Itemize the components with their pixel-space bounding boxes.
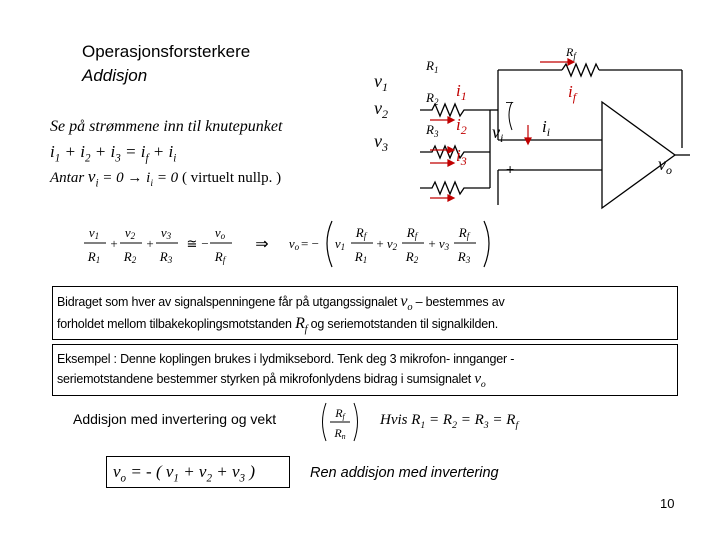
derivation-formula	[80, 215, 500, 275]
title-line-2: Addisjon	[82, 66, 148, 85]
svg-text:Rf: Rf	[406, 225, 418, 241]
label-i3: i	[456, 146, 461, 165]
svg-text:= −: = −	[301, 236, 319, 251]
svg-text:v2: $v_2$	[374, 98, 388, 121]
svg-text:R1: R1	[354, 249, 368, 265]
svg-text:Rf: Rf	[214, 249, 226, 265]
svg-text:i3: $i_3$	[456, 146, 467, 168]
page-number: 10	[660, 496, 675, 511]
label-i1: i	[456, 81, 461, 100]
title-line-1: Operasjonsforsterkere	[82, 42, 251, 61]
label-if: i	[568, 82, 573, 101]
svg-text:v1: v1	[88, 225, 100, 241]
svg-text:Rf: Rf	[458, 225, 470, 241]
svg-text:i1: $i_1$	[456, 81, 467, 103]
resistor-r1	[420, 104, 490, 116]
svg-text:v1: v1	[334, 236, 346, 252]
svg-text:R2: R2	[123, 249, 137, 265]
svg-text:R1: R1	[87, 249, 101, 265]
resistor-r3	[420, 182, 490, 194]
pure-addition-label: Ren addisjon med invertering	[310, 465, 499, 481]
result-equation-box	[106, 456, 290, 488]
svg-text:i2: $i_2$	[456, 115, 467, 137]
page-title	[82, 40, 250, 88]
svg-text:R1: $R_1$	[426, 58, 439, 75]
example-line-1: Eksempel : Denne koplingen brukes i lydmiksebord. Tenk deg 3 mikrofon- innganger -	[57, 352, 515, 366]
svg-text:⇒: ⇒	[255, 236, 269, 253]
svg-text:if: $i_f$	[568, 82, 577, 104]
label-r2: R	[426, 90, 434, 105]
example-line-2: seriemotstandene bestemmer styrken på mikrofonlydens bidrag i sumsignalet	[57, 372, 472, 386]
svg-text:v2: v2	[124, 225, 136, 241]
svg-text:vo: $v_o$	[658, 154, 672, 177]
contribution-line-2: forholdet mellom tilbakekoplingsmotstanden	[57, 317, 292, 331]
weighted-sum-label: Addisjon med invertering og vekt	[73, 411, 277, 427]
svg-text:Rf: Rf	[335, 406, 345, 421]
contribution-box: Bidraget som hver av signalspenningene får på utgangssignalet $v_o$ – bestemmes av forholdet mellom tilbakekoplingsmotstanden $R_f$ og seriemotstanden til signalkilden.	[52, 286, 678, 340]
svg-text:R2: R2	[405, 249, 419, 265]
svg-text:vo: vo	[214, 225, 226, 241]
weight-ratio	[318, 400, 362, 444]
svg-text:Rn: Rn	[334, 426, 346, 441]
svg-text:v3: v3	[438, 236, 450, 252]
svg-text:+: +	[428, 236, 436, 251]
label-vi: v	[492, 122, 500, 142]
label-plus: +	[506, 161, 515, 177]
svg-text:v3: $v_3$	[374, 131, 388, 154]
svg-text:+: +	[376, 236, 384, 251]
svg-text:R2: $R_2$	[426, 90, 439, 107]
svg-text:+: +	[110, 236, 118, 251]
antar-label: Antar	[50, 170, 85, 186]
svg-text:vo: vo	[288, 236, 300, 252]
kcl-equation: $i_1 + i_2 + i_3 = i_f + i_i$	[50, 142, 177, 165]
input-v3: v	[374, 131, 382, 151]
summing-amplifier-circuit	[370, 40, 690, 210]
example-box: Eksempel : Denne koplingen brukes i lydmiksebord. Tenk deg 3 mikrofon- innganger - seriemotstandene bestemmer styrken på mikrofonlydens bidrag i sumsignalet $v_o$	[52, 344, 678, 396]
label-r1: R	[426, 58, 434, 73]
result-equation: $v_o$ = - ( $v_1 + v_2 + v_3$ )	[113, 462, 255, 485]
label-ii: i	[542, 117, 547, 136]
svg-text:v3: v3	[160, 225, 172, 241]
svg-text:ii: $i_i$	[542, 117, 551, 139]
svg-text:R3: $R_3$	[426, 122, 439, 139]
assumption-line: Antar $v_i = 0 \to i_i = 0$ ( virtuelt nullp. )	[50, 167, 282, 190]
contribution-line-1: Bidraget som hver av signalspenningene får på utgangssignalet	[57, 295, 398, 309]
input-v1: v	[374, 71, 382, 91]
input-v2: v	[374, 98, 382, 118]
svg-text:R3: R3	[159, 249, 173, 265]
label-minus: –	[506, 94, 514, 109]
svg-text:vi: $v_i$	[492, 122, 504, 145]
resistor-r2	[420, 146, 490, 158]
label-i2: i	[456, 115, 461, 134]
svg-text:≅: ≅	[186, 236, 198, 251]
svg-text:v1: $v_1$	[374, 71, 388, 94]
equal-resistors-condition: Hvis $R_1 = R_2 = R_3 = R_f$	[380, 412, 519, 431]
label-r3: R	[426, 122, 434, 137]
label-vo: v	[658, 154, 666, 174]
svg-text:v2: v2	[386, 236, 398, 252]
svg-text:R3: R3	[457, 249, 471, 265]
svg-text:Rf: Rf	[355, 225, 367, 241]
svg-text:+: +	[146, 236, 154, 251]
virtual-null-label: ( virtuelt nullp. )	[181, 170, 282, 186]
svg-text:Rf: $R_f$	[566, 45, 576, 61]
label-rf: R	[566, 45, 574, 59]
svg-text:−: −	[201, 236, 209, 251]
intro-line-1: Se på strømmene inn til knutepunket	[50, 118, 283, 135]
